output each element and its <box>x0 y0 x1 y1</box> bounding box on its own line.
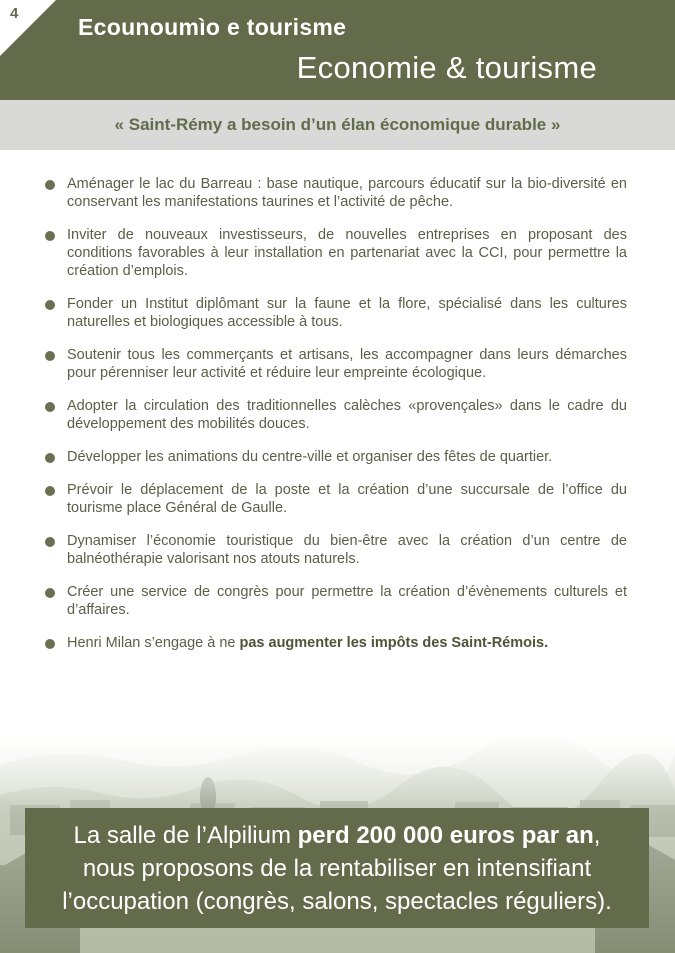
title-provencal: Ecounoumìo e tourisme <box>78 14 347 40</box>
callout-line-2: nous proposons de la rentabiliser en intensifiant <box>82 854 592 882</box>
list-item <box>45 448 627 466</box>
list-item <box>45 532 627 568</box>
bullet-icon <box>45 537 55 547</box>
tax-pledge-bold: pas augmenter les impôts des Saint-Rémois. <box>239 635 549 651</box>
list-item-text: Développer les animations du centre-ville et organiser des fêtes de quartier. <box>67 449 553 465</box>
page-header <box>0 0 675 100</box>
list-item <box>45 226 627 280</box>
callout-line-1-bold: perd 200 000 euros par an <box>297 821 594 849</box>
list-item-text: Fonder un Institut diplômant sur la faune et la flore, spécialisé dans les cultures naturelles et biologiques accessible à tous. <box>67 296 627 330</box>
list-item <box>45 397 627 433</box>
list-item <box>45 481 627 517</box>
list-item <box>45 346 627 382</box>
list-item-text: Inviter de nouveaux investisseurs, de nouvelles entreprises en proposant des conditions favorables à leur installation en partenariat avec la CCI, pour permettre la création d’emplois. <box>67 227 627 279</box>
list-item-text: Créer une service de congrès pour permettre la création d’évènements culturels et d’affaires. <box>67 584 627 618</box>
list-item <box>45 583 627 619</box>
list-item-tax-pledge <box>45 634 627 652</box>
tax-pledge-prefix: Henri Milan s’engage à ne <box>67 635 240 651</box>
list-item-text: Soutenir tous les commerçants et artisans, les accompagner dans leurs démarches pour pérenniser leur activité et réduire leur empreinte écologique. <box>67 347 627 381</box>
bullet-icon <box>45 231 55 241</box>
list-item-text: Dynamiser l’économie touristique du bien-être avec la création d’un centre de balnéothérapie valorisant nos atouts naturels. <box>67 533 627 567</box>
bullet-icon <box>45 588 55 598</box>
bullet-icon <box>45 486 55 496</box>
list-item-text: Adopter la circulation des traditionnelles calèches «provençales» dans le cadre du développement des mobilités douces. <box>67 398 627 432</box>
callout-line-1-suffix: , <box>593 821 601 849</box>
callout-line-1-prefix: La salle de l’Alpilium <box>73 821 298 849</box>
title-french: Economie & tourisme <box>296 50 597 85</box>
callout-line-3: l’occupation (congrès, salons, spectacles réguliers). <box>62 887 612 915</box>
proposal-list <box>45 175 627 667</box>
corner-tab <box>0 0 56 56</box>
bullet-icon <box>45 300 55 310</box>
list-item-text: Aménager le lac du Barreau : base nautique, parcours éducatif sur la bio-diversité en conservant les manifestations taurines et l’activité de pêche. <box>67 176 627 210</box>
list-item-text: Prévoir le déplacement de la poste et la création d’une succursale de l’office du tourisme place Général de Gaulle. <box>67 482 627 516</box>
list-item <box>45 295 627 331</box>
bullet-icon <box>45 402 55 412</box>
page-number: 4 <box>10 5 19 22</box>
bullet-icon <box>45 351 55 361</box>
list-item <box>45 175 627 211</box>
quote-band <box>0 100 675 150</box>
bullet-icon <box>45 453 55 463</box>
callout-line-1 <box>25 819 649 852</box>
bullet-icon <box>45 639 55 649</box>
alpilium-callout <box>25 808 649 928</box>
quote-text: « Saint-Rémy a besoin d’un élan économique durable » <box>114 115 561 134</box>
bullet-icon <box>45 180 55 190</box>
